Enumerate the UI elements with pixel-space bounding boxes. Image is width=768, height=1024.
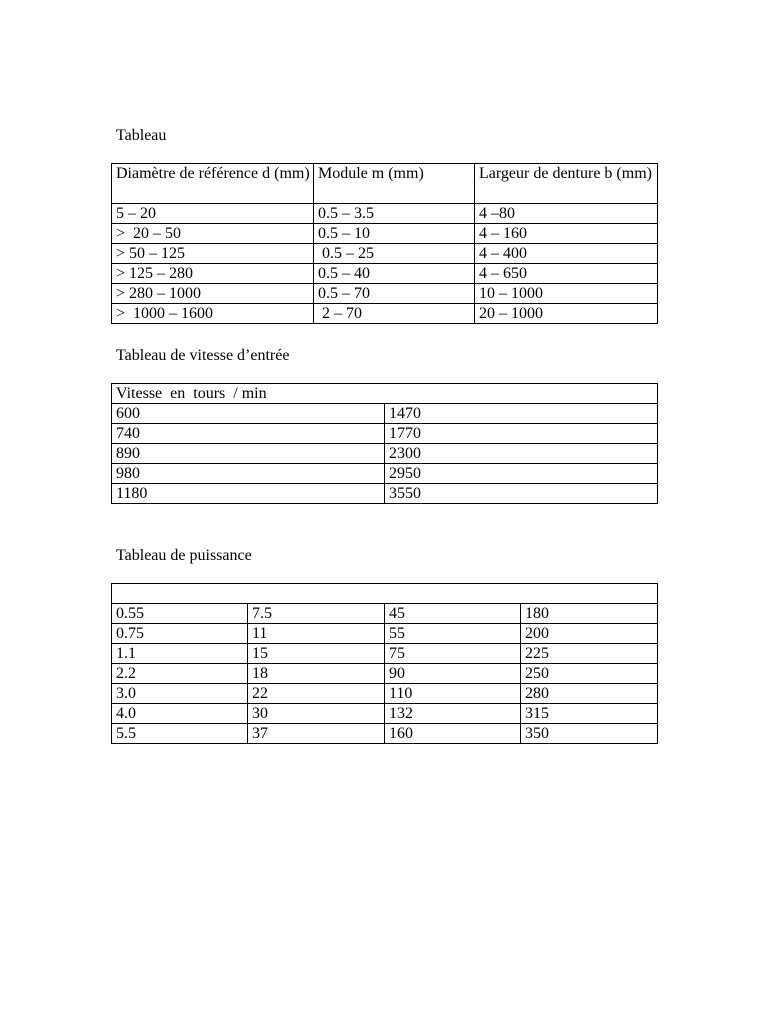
table-cell: 7.5 [248,604,385,624]
table-row [112,624,658,644]
table-cell: 2 – 70 [314,304,475,324]
table-cell: > 50 – 125 [112,244,314,264]
table-cell: 740 [112,424,385,444]
table-row [112,224,658,244]
header-cell: Diamètre de référence d (mm) [112,164,314,204]
table-cell: 890 [112,444,385,464]
table-cell: 0.55 [112,604,248,624]
table2-caption: Tableau de vitesse d’entrée [116,347,290,364]
table-cell: 4.0 [112,704,248,724]
table-row [112,284,658,304]
table-cell: 10 – 1000 [475,284,658,304]
table-cell: 225 [521,644,658,664]
table-cell: 0.5 – 25 [314,244,475,264]
table-row [112,264,658,284]
table-cell: 280 [521,684,658,704]
table-cell: 0.5 – 70 [314,284,475,304]
table-cell: 75 [385,644,521,664]
table-cell: 15 [248,644,385,664]
table-row [112,444,658,464]
table-row [112,644,658,664]
table-cell: 1770 [385,424,658,444]
table-row [112,424,658,444]
table-header-row [112,384,658,404]
table-cell: 980 [112,464,385,484]
table-cell: 5.5 [112,724,248,744]
table-cell: 1180 [112,484,385,504]
table-cell: 350 [521,724,658,744]
table-row [112,204,658,224]
table-cell: 55 [385,624,521,644]
table-cell: 4 –80 [475,204,658,224]
table-cell: 2300 [385,444,658,464]
table-cell: 4 – 650 [475,264,658,284]
table-cell: 200 [521,624,658,644]
table-row [112,724,658,744]
header-cell [112,584,658,604]
table-cell: 45 [385,604,521,624]
table-row [112,304,658,324]
table-cell: 5 – 20 [112,204,314,224]
table-row [112,704,658,724]
table-cell: 3550 [385,484,658,504]
table-cell: 132 [385,704,521,724]
module-table [111,163,658,324]
table-cell: 2.2 [112,664,248,684]
table-row [112,684,658,704]
table-cell: 4 – 400 [475,244,658,264]
table-cell: 2950 [385,464,658,484]
table-cell: 110 [385,684,521,704]
table-cell: > 1000 – 1600 [112,304,314,324]
table-row [112,484,658,504]
table-cell: 1470 [385,404,658,424]
table1-caption: Tableau [116,127,167,144]
table-cell: 0.5 – 3.5 [314,204,475,224]
table-cell: > 280 – 1000 [112,284,314,304]
table-row [112,464,658,484]
table-cell: 250 [521,664,658,684]
header-cell: Vitesse en tours / min [112,384,658,404]
table3-caption: Tableau de puissance [116,547,252,564]
table-cell: > 20 – 50 [112,224,314,244]
table-row [112,604,658,624]
table-cell: 0.5 – 40 [314,264,475,284]
table-cell: 0.75 [112,624,248,644]
power-table [111,583,658,744]
table-cell: > 125 – 280 [112,264,314,284]
table-cell: 18 [248,664,385,684]
table-cell: 3.0 [112,684,248,704]
table-cell: 30 [248,704,385,724]
table-cell: 37 [248,724,385,744]
table-cell: 0.5 – 10 [314,224,475,244]
table-header-row [112,584,658,604]
table-cell: 180 [521,604,658,624]
table-cell: 1.1 [112,644,248,664]
table-cell: 90 [385,664,521,684]
header-cell: Module m (mm) [314,164,475,204]
table-cell: 315 [521,704,658,724]
table-cell: 22 [248,684,385,704]
table-row [112,244,658,264]
table-row [112,404,658,424]
table-cell: 20 – 1000 [475,304,658,324]
table-header-row [112,164,658,204]
table-row [112,664,658,684]
header-cell: Largeur de denture b (mm) [475,164,658,204]
input-speed-table [111,383,658,504]
table-cell: 4 – 160 [475,224,658,244]
table-cell: 11 [248,624,385,644]
table-cell: 160 [385,724,521,744]
table-cell: 600 [112,404,385,424]
